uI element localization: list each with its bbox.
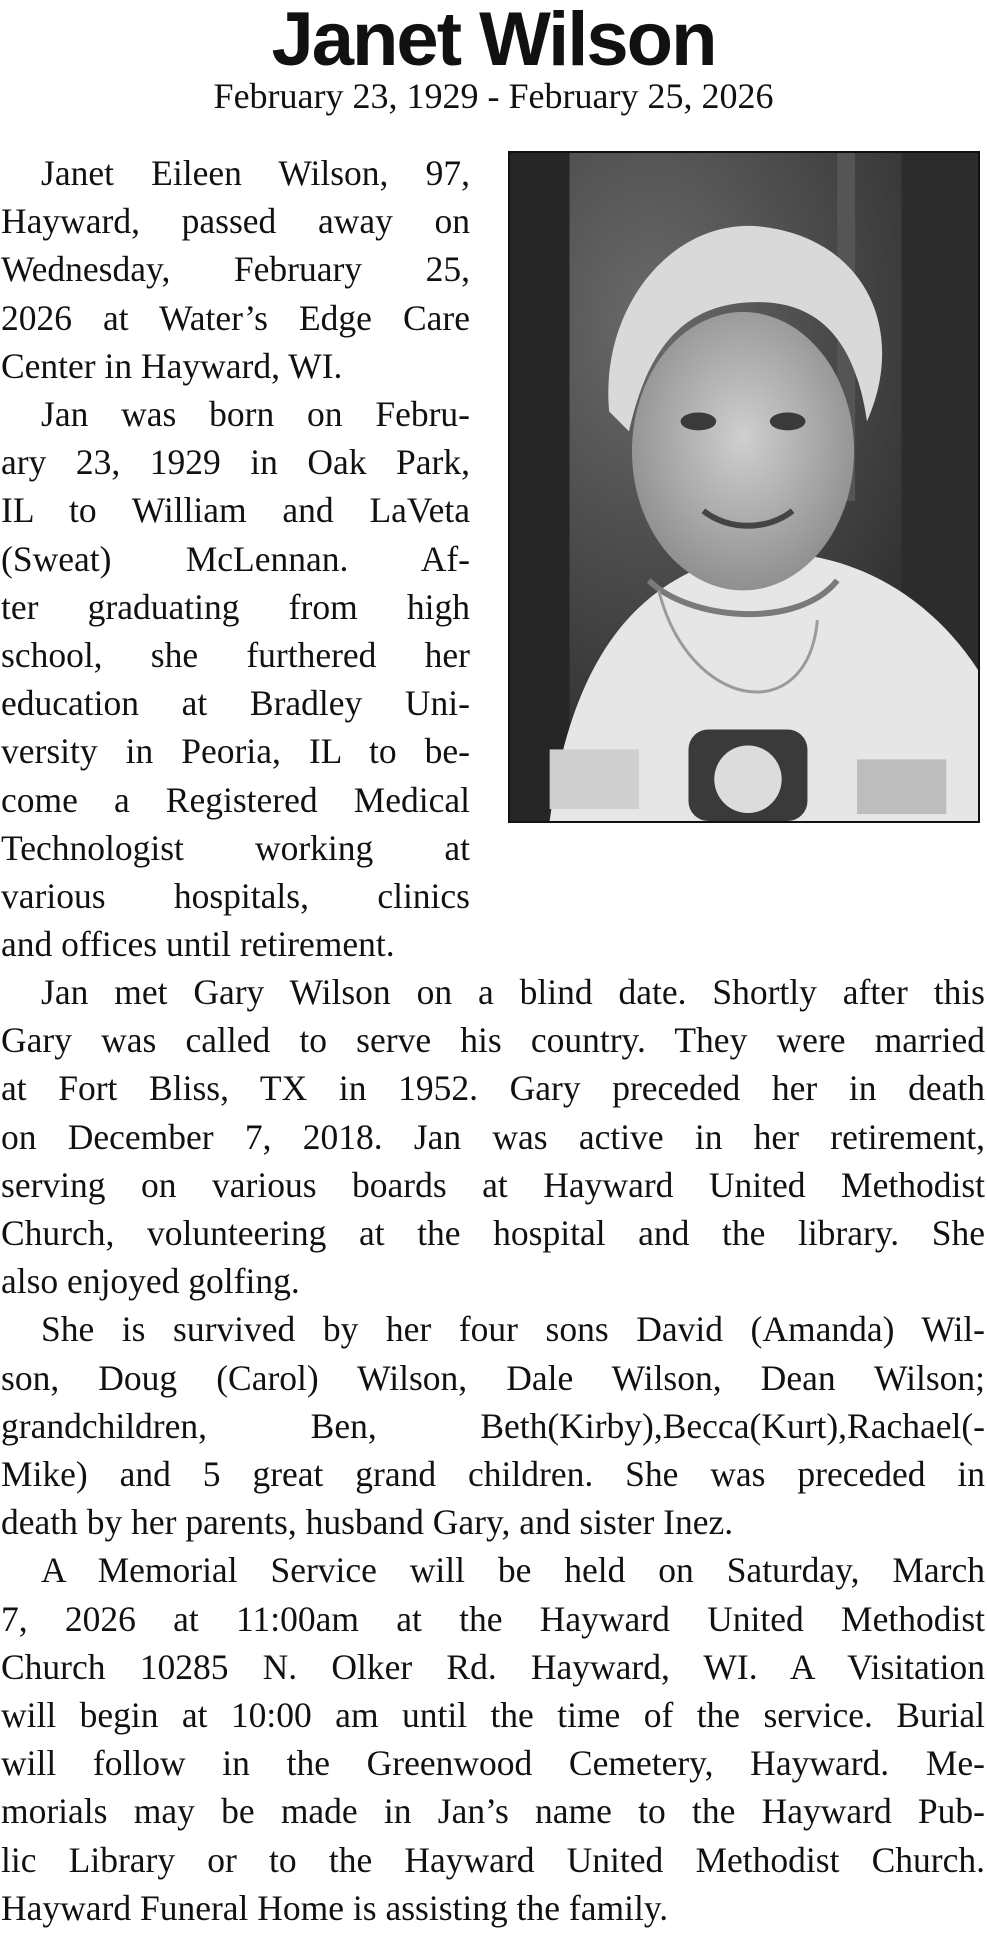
body-line: will begin at 10:00 am until the time of the service. Burial [1, 1695, 985, 1736]
body-line: also enjoyed golfing. [1, 1261, 300, 1302]
body-line: son, Doug (Carol) Wilson, Dale Wilson, Dean Wilson; [1, 1357, 985, 1398]
column-line: school, she furthered her [1, 635, 470, 676]
column-line: and offices until retirement. [1, 924, 395, 965]
column-line: 2026 at Water’s Edge Care [1, 297, 470, 338]
portrait-image-icon [510, 153, 978, 821]
portrait-photo [508, 151, 980, 823]
body-line: grandchildren, Ben, Beth(Kirby),Becca(Kurt),Rachael(- [1, 1405, 985, 1446]
column-line: IL to William and LaVeta [1, 490, 470, 531]
body-line: Gary was called to serve his country. They were married [1, 1020, 985, 1061]
column-line: ter graduating from high [1, 586, 470, 627]
body-line: will follow in the Greenwood Cemetery, Hayward. Me- [1, 1743, 985, 1784]
body-line: morials may be made in Jan’s name to the Hayward Pub- [1, 1791, 985, 1832]
body-line: at Fort Bliss, TX in 1952. Gary preceded her in death [1, 1068, 985, 1109]
column-line: ary 23, 1929 in Oak Park, [1, 442, 470, 483]
column-line: Hayward, passed away on [1, 201, 470, 242]
life-dates: February 23, 1929 - February 25, 2026 [213, 76, 774, 116]
column-line: Technologist working at [1, 827, 470, 868]
body-line: Church 10285 N. Olker Rd. Hayward, WI. A Visitation [1, 1646, 985, 1687]
obituary-body-text [1, 968, 985, 1932]
body-line: She is survived by her four sons David (Amanda) Wil- [41, 1309, 985, 1350]
column-line: various hospitals, clinics [1, 876, 470, 917]
body-line: 7, 2026 at 11:00am at the Hayward United Methodist [1, 1598, 985, 1639]
obituary-name: Janet Wilson [271, 0, 716, 82]
body-line: lic Library or to the Hayward United Methodist Church. [1, 1839, 985, 1880]
column-line: Wednesday, February 25, [1, 249, 470, 290]
column-line: come a Registered Medical [1, 779, 470, 820]
body-line: A Memorial Service will be held on Saturday, March [41, 1550, 985, 1591]
column-line: versity in Peoria, IL to be- [1, 731, 470, 772]
body-line: Hayward Funeral Home is assisting the family. [1, 1887, 669, 1928]
column-line: Center in Hayward, WI. [1, 345, 343, 386]
body-line: serving on various boards at Hayward United Methodist [1, 1164, 985, 1205]
body-line: Jan met Gary Wilson on a blind date. Shortly after this [41, 972, 985, 1012]
column-line: Jan was born on Febru- [41, 394, 470, 435]
column-line: Janet Eileen Wilson, 97, [41, 153, 470, 193]
body-line: Church, volunteering at the hospital and the library. She [1, 1213, 985, 1254]
column-line: education at Bradley Uni- [1, 683, 470, 724]
body-line: on December 7, 2018. Jan was active in her retirement, [1, 1116, 985, 1157]
body-line: Mike) and 5 great grand children. She was preceded in [1, 1454, 985, 1495]
column-line: (Sweat) McLennan. Af- [1, 538, 470, 579]
body-line: death by her parents, husband Gary, and sister Inez. [1, 1502, 734, 1543]
obituary-column-text [1, 149, 470, 968]
